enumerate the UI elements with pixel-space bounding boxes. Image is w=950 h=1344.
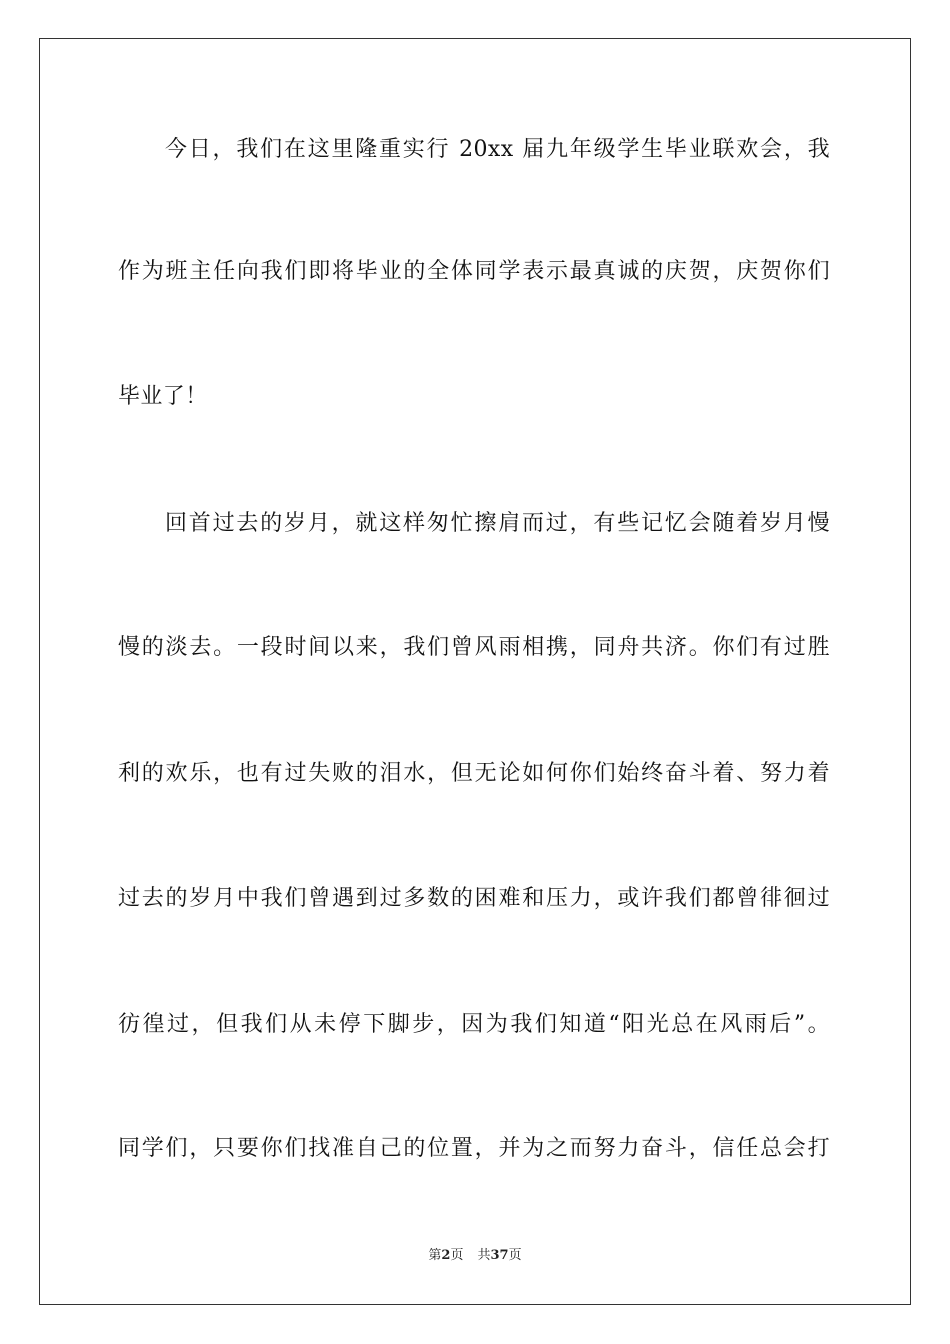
paragraph-line-2: 作为班主任向我们即将毕业的全体同学表示最真诚的庆贺，庆贺你们 xyxy=(118,259,830,284)
paragraph-line-7: 过去的岁月中我们曾遇到过多数的困难和压力，或许我们都曾徘徊过 xyxy=(118,886,830,911)
footer-page-suffix: 页 xyxy=(450,1248,464,1263)
paragraph-line-6: 利的欢乐，也有过失败的泪水，但无论如何你们始终奋斗着、努力着 xyxy=(118,761,830,786)
footer-page-number: 2 xyxy=(441,1248,451,1263)
paragraph-line-3: 毕业了！ xyxy=(118,384,208,409)
footer-page-prefix: 第 xyxy=(428,1248,442,1263)
paragraph-line-1: 今日，我们在这里隆重实行 20xx 届九年级学生毕业联欢会，我 xyxy=(165,137,830,162)
page-border xyxy=(39,38,911,1305)
paragraph-line-4: 回首过去的岁月，就这样匆忙擦肩而过，有些记忆会随着岁月慢 xyxy=(165,511,830,536)
footer-total-prefix: 共 xyxy=(477,1248,491,1263)
paragraph-line-8: 彷徨过，但我们从未停下脚步，因为我们知道“阳光总在风雨后”。 xyxy=(118,1012,830,1037)
paragraph-line-5: 慢的淡去。一段时间以来，我们曾风雨相携，同舟共济。你们有过胜 xyxy=(118,635,830,660)
page-footer xyxy=(0,1244,950,1263)
footer-total-suffix: 页 xyxy=(508,1248,522,1263)
footer-total-pages: 37 xyxy=(490,1248,509,1263)
paragraph-line-9: 同学们，只要你们找准自己的位置，并为之而努力奋斗，信任总会打 xyxy=(118,1136,830,1161)
